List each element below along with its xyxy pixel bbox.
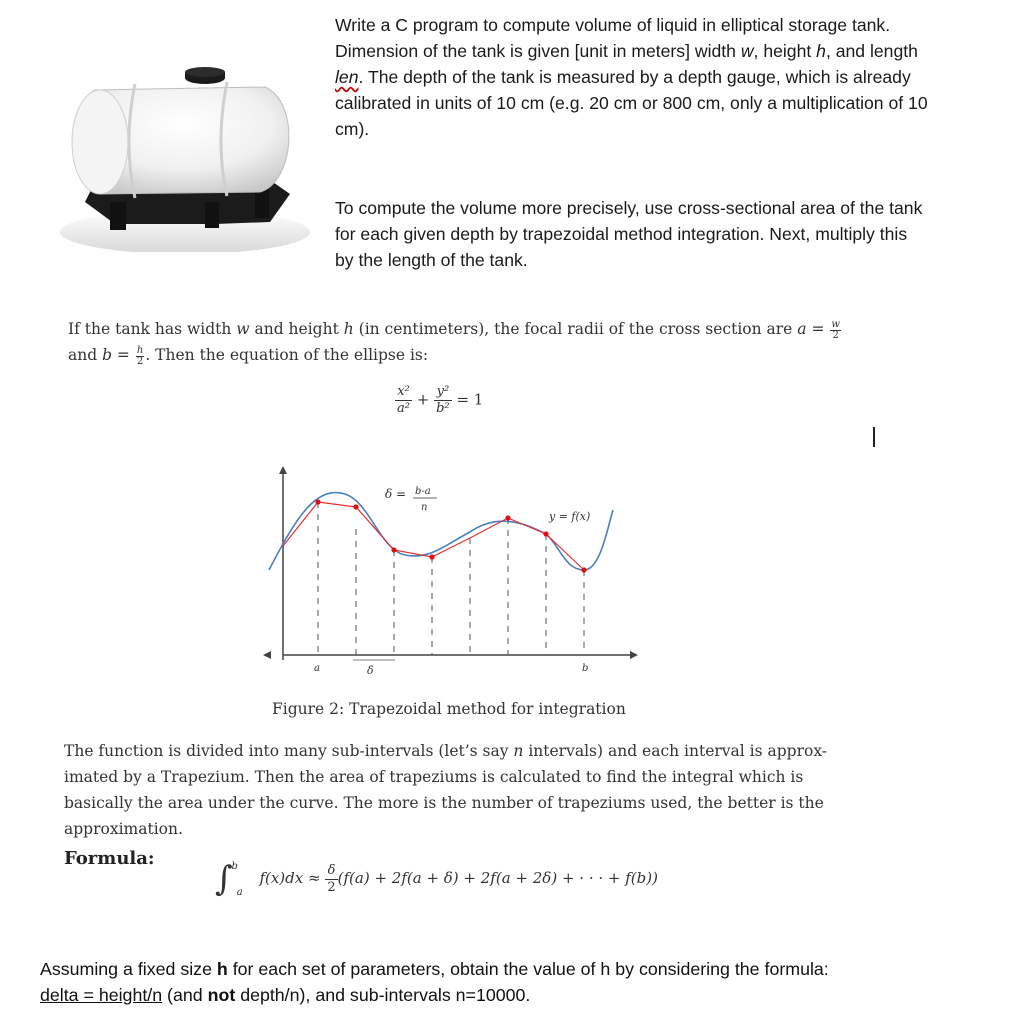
b-equals: b = bbox=[102, 346, 130, 364]
assumption-text bbox=[40, 956, 1000, 1008]
intro-text: , height bbox=[753, 41, 817, 61]
intro-paragraph bbox=[335, 12, 1005, 142]
text: (in centimeters), the focal radii of the cross section are bbox=[353, 320, 798, 338]
axis-label-b: b bbox=[582, 663, 589, 674]
axis-label-a: a bbox=[314, 663, 320, 674]
description-line bbox=[64, 738, 844, 764]
text-cursor bbox=[873, 427, 875, 447]
var-w: w bbox=[740, 41, 754, 61]
lower-limit: a bbox=[236, 887, 243, 898]
text: intervals) and each interval is approx- bbox=[523, 742, 828, 760]
fraction-h-over-2 bbox=[136, 346, 144, 367]
a-equals: a = bbox=[797, 320, 825, 338]
equals-one: = 1 bbox=[456, 390, 484, 409]
upper-limit: b bbox=[231, 861, 238, 872]
axis-label-delta: δ bbox=[367, 664, 374, 677]
var-w: w bbox=[236, 320, 250, 338]
integrand: f(x)dx ≈ bbox=[259, 869, 321, 887]
x-axis-left-arrow bbox=[263, 651, 271, 659]
grid-lines bbox=[318, 502, 584, 655]
delta-label: δ = bbox=[385, 487, 407, 501]
ellipse-line-2 bbox=[68, 342, 868, 368]
tank-image bbox=[55, 62, 310, 252]
description-line: imated by a Trapezium. Then the area of trapeziums is calculated to find the integral which is bbox=[64, 768, 804, 786]
text: depth/n), and sub-intervals n=10000. bbox=[235, 985, 531, 1005]
ellipse-equation bbox=[395, 384, 483, 417]
intro-text: . The depth of the tank is measured by a depth gauge, which is already bbox=[358, 67, 911, 87]
numerator: y² bbox=[434, 384, 452, 401]
intro-text: , and length bbox=[825, 41, 918, 61]
intro-line: cm). bbox=[335, 119, 370, 139]
plus: + bbox=[416, 390, 430, 409]
trapezoid-description bbox=[64, 738, 844, 842]
numerator: δ bbox=[325, 863, 337, 880]
intro-line: calibrated in units of 10 cm (e.g. 20 cm or 800 cm, only a multiplication of 10 bbox=[335, 93, 928, 113]
trapezoid-lines bbox=[283, 502, 584, 570]
y-fraction bbox=[434, 384, 452, 417]
description-line: approximation. bbox=[64, 820, 183, 838]
bold-not: not bbox=[207, 985, 236, 1005]
denominator: 2 bbox=[832, 329, 839, 341]
method-paragraph bbox=[335, 195, 1005, 273]
figure-caption: Figure 2: Trapezoidal method for integration bbox=[272, 700, 626, 718]
formula-rhs: (f(a) + 2f(a + δ) + 2f(a + 2δ) + · · · + f(b)) bbox=[337, 869, 658, 887]
text: . Then the equation of the ellipse is: bbox=[145, 346, 429, 364]
text: for each set of parameters, obtain the value of h by considering the formula: bbox=[227, 959, 829, 979]
bold-h: h bbox=[216, 959, 228, 979]
intro-line: Write a C program to compute volume of liquid in elliptical storage tank. bbox=[335, 15, 891, 35]
delta-numerator: b-a bbox=[415, 486, 431, 497]
formula-heading: Formula: bbox=[64, 848, 155, 869]
curve-label: y = f(x) bbox=[549, 510, 591, 523]
delta-denominator: n bbox=[421, 502, 428, 513]
intro-line bbox=[335, 64, 1005, 90]
numerator: x² bbox=[395, 384, 412, 401]
ellipse-description bbox=[68, 316, 868, 368]
var-h: h bbox=[343, 320, 354, 338]
method-line: for each given depth by trapezoidal method integration. Next, multiply this bbox=[335, 224, 908, 244]
x-fraction bbox=[395, 384, 412, 417]
y-axis-arrow bbox=[279, 466, 287, 474]
var-h: h bbox=[816, 41, 826, 61]
var-n: n bbox=[513, 742, 524, 760]
trapezoid-formula bbox=[215, 859, 658, 899]
numerator: w bbox=[831, 318, 840, 330]
var-len: len bbox=[335, 67, 359, 87]
description-line: basically the area under the curve. The more is the number of trapeziums used, the better is the bbox=[64, 794, 824, 812]
delta-formula: delta = height/n bbox=[40, 985, 163, 1005]
delta-over-2 bbox=[325, 863, 337, 896]
denominator: b² bbox=[436, 401, 450, 416]
text: (and bbox=[162, 985, 208, 1005]
x-axis-arrow bbox=[630, 651, 638, 659]
text: The function is divided into many sub-intervals (let’s say bbox=[64, 742, 514, 760]
text: Assuming a fixed size bbox=[40, 959, 217, 979]
numerator: h bbox=[136, 344, 144, 356]
denominator: 2 bbox=[136, 355, 144, 367]
text: and height bbox=[249, 320, 344, 338]
method-line: To compute the volume more precisely, use cross-sectional area of the tank bbox=[335, 198, 923, 218]
text: If the tank has width bbox=[68, 320, 237, 338]
fraction-w-over-2 bbox=[830, 320, 841, 341]
text: and bbox=[68, 346, 103, 364]
integral-sign: ∫ bbox=[215, 859, 233, 899]
function-curve bbox=[269, 493, 613, 570]
trapezoid-figure bbox=[255, 460, 645, 692]
intro-text: Dimension of the tank is given [unit in meters] width bbox=[335, 41, 741, 61]
intro-line bbox=[335, 38, 1005, 64]
denominator: a² bbox=[397, 401, 410, 416]
denominator: 2 bbox=[327, 879, 336, 895]
method-line: by the length of the tank. bbox=[335, 250, 528, 270]
ellipse-line-1 bbox=[68, 316, 868, 342]
